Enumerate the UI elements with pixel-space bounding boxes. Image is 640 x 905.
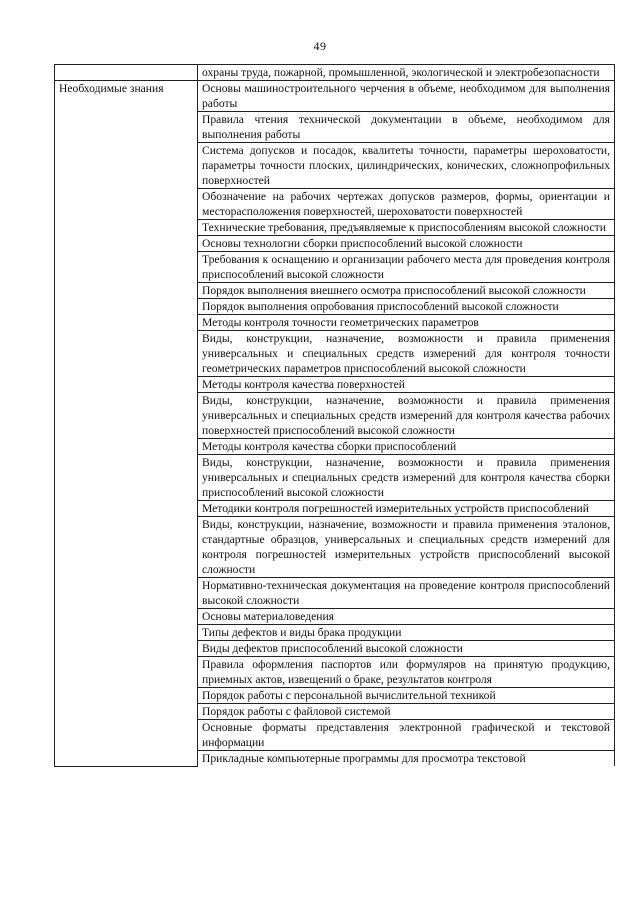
knowledge-item: Правила чтения технической документации в объеме, необходимом для выполнения работы — [198, 112, 615, 143]
table-row — [55, 65, 615, 81]
knowledge-item: Порядок выполнения опробования приспособлений высокой сложности — [198, 299, 615, 315]
knowledge-item: Система допусков и посадок, квалитеты точности, параметры шероховатости, параметры точности плоских, цилиндрических, конических, сложнопрофильных поверхностей — [198, 143, 615, 189]
knowledge-item: Порядок выполнения внешнего осмотра приспособлений высокой сложности — [198, 283, 615, 299]
knowledge-item: Основы машиностроительного черчения в объеме, необходимом для выполнения работы — [198, 81, 615, 112]
knowledge-item: Типы дефектов и виды брака продукции — [198, 625, 615, 641]
knowledge-item: Порядок работы с файловой системой — [198, 704, 615, 720]
knowledge-item: Прикладные компьютерные программы для просмотра текстовой — [198, 751, 615, 767]
knowledge-item: Требования к оснащению и организации рабочего места для проведения контроля приспособлений высокой сложности — [198, 252, 615, 283]
knowledge-item: Виды дефектов приспособлений высокой сложности — [198, 641, 615, 657]
knowledge-item: Основы технологии сборки приспособлений высокой сложности — [198, 236, 615, 252]
knowledge-item: Виды, конструкции, назначение, возможности и правила применения эталонов, стандартные образцов, универсальных и специальных средств измерений для контроля погрешностей измерительных устройств приспособлений высокой сложности — [198, 517, 615, 578]
page-number: 49 — [313, 39, 327, 53]
knowledge-item: Методы контроля качества поверхностей — [198, 377, 615, 393]
table-row — [55, 81, 615, 112]
knowledge-item: Методы контроля точности геометрических параметров — [198, 315, 615, 331]
knowledge-item: Основные форматы представления электронной графической и текстовой информации — [198, 720, 615, 751]
knowledge-item: Виды, конструкции, назначение, возможности и правила применения универсальных и специальных средств измерений для контроля точности геометрических параметров приспособлений высокой сложности — [198, 331, 615, 377]
category-cell-empty — [55, 65, 198, 81]
continuation-cell: охраны труда, пожарной, промышленной, экологической и электробезопасности — [198, 65, 615, 81]
requirements-table — [54, 64, 615, 767]
knowledge-item: Виды, конструкции, назначение, возможности и правила применения универсальных и специальных средств измерений для контроля качества рабочих поверхностей приспособлений высокой сложности — [198, 393, 615, 439]
knowledge-item: Нормативно-техническая документация на проведение контроля приспособлений высокой сложности — [198, 578, 615, 609]
knowledge-item: Виды, конструкции, назначение, возможности и правила применения универсальных и специальных средств измерений для контроля качества сборки приспособлений высокой сложности — [198, 455, 615, 501]
requirements-table-body — [55, 65, 615, 767]
knowledge-item: Правила оформления паспортов или формуляров на принятую продукцию, приемных актов, извещений о браке, результатов контроля — [198, 657, 615, 688]
knowledge-item: Методики контроля погрешностей измерительных устройств приспособлений — [198, 501, 615, 517]
knowledge-item: Основы материаловедения — [198, 609, 615, 625]
knowledge-item: Методы контроля качества сборки приспособлений — [198, 439, 615, 455]
knowledge-item: Порядок работы с персональной вычислительной техникой — [198, 688, 615, 704]
knowledge-item: Обозначение на рабочих чертежах допусков размеров, формы, ориентации и месторасположения поверхностей, шероховатости поверхностей — [198, 189, 615, 220]
category-cell: Необходимые знания — [55, 81, 198, 767]
knowledge-item: Технические требования, предъявляемые к приспособлениям высокой сложности — [198, 220, 615, 236]
